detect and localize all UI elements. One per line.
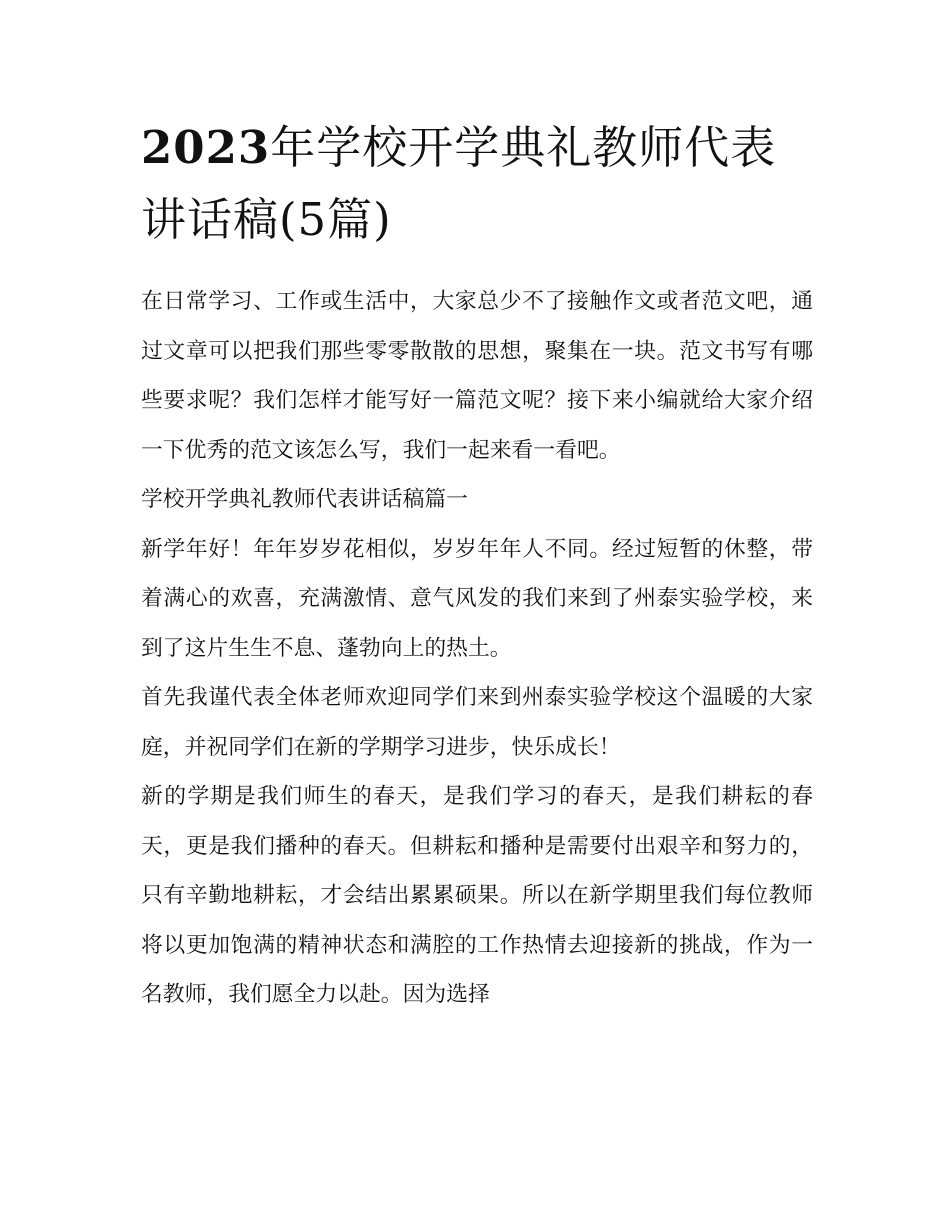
document-title bbox=[141, 112, 813, 256]
title-year: 2023 bbox=[141, 121, 271, 174]
document-page bbox=[141, 112, 813, 1020]
document-body bbox=[141, 277, 813, 1020]
body-paragraph-1: 新学年好！年年岁岁花相似，岁岁年年人不同。经过短暂的休整，带着满心的欢喜，充满激情、意气风发的我们来到了州泰实验学校，来到了这片生生不息、蓬勃向上的热土。 bbox=[141, 536, 813, 661]
title-text: 年学校开学典礼教师代表讲话稿(5篇) bbox=[141, 121, 777, 246]
body-paragraph-3: 新的学期是我们师生的春天，是我们学习的春天，是我们耕耘的春天，更是我们播种的春天。但耕耘和播种是需要付出艰辛和努力的，只有辛勤地耕耘，才会结出累累硕果。所以在新学期里我们每位教师将以更加饱满的精神状态和满腔的工作热情去迎接新的挑战，作为一名教师，我们愿全力以赴。因为选择 bbox=[141, 784, 813, 1007]
intro-paragraph: 在日常学习、工作或生活中，大家总少不了接触作文或者范文吧，通过文章可以把我们那些零零散散的思想，聚集在一块。范文书写有哪些要求呢？我们怎样才能写好一篇范文呢？接下来小编就给大家介绍一下优秀的范文该怎么写，我们一起来看一看吧。 bbox=[141, 289, 813, 463]
section-heading: 学校开学典礼教师代表讲话稿篇一 bbox=[141, 487, 468, 512]
body-paragraph-2: 首先我谨代表全体老师欢迎同学们来到州泰实验学校这个温暖的大家庭，并祝同学们在新的学期学习进步，快乐成长！ bbox=[141, 685, 813, 760]
